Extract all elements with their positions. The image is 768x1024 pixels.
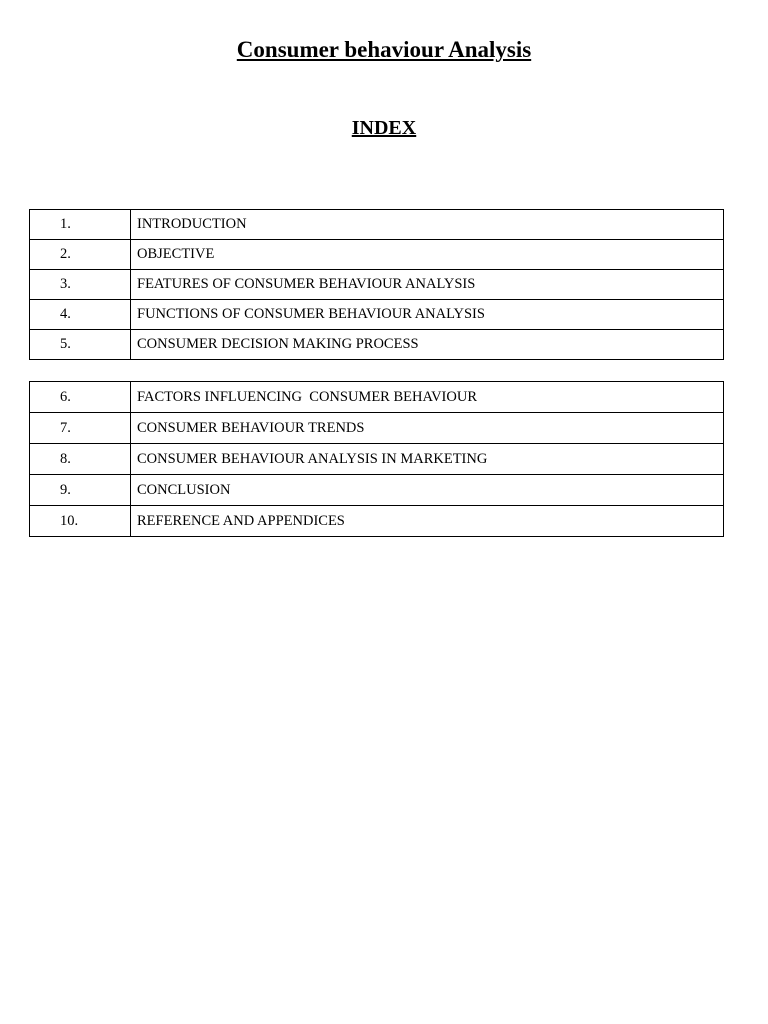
index-row-number: 8. [30,444,131,475]
index-row-number: 10. [30,506,131,537]
index-row [30,240,724,270]
index-row [30,382,724,413]
index-row-number: 5. [30,330,131,360]
index-table-2 [29,381,724,537]
index-row-title: CONCLUSION [131,475,724,506]
index-row [30,413,724,444]
index-row [30,300,724,330]
index-row-title: INTRODUCTION [131,210,724,240]
index-row [30,330,724,360]
index-row [30,270,724,300]
index-row-title: FACTORS INFLUENCING CONSUMER BEHAVIOUR [131,382,724,413]
index-row [30,444,724,475]
index-row-number: 2. [30,240,131,270]
index-row-title: REFERENCE AND APPENDICES [131,506,724,537]
index-row [30,210,724,240]
index-row [30,506,724,537]
index-row-number: 6. [30,382,131,413]
index-row-number: 7. [30,413,131,444]
index-row-title: CONSUMER BEHAVIOUR ANALYSIS IN MARKETING [131,444,724,475]
index-row-title: CONSUMER BEHAVIOUR TRENDS [131,413,724,444]
index-row [30,475,724,506]
index-row-title: FUNCTIONS OF CONSUMER BEHAVIOUR ANALYSIS [131,300,724,330]
index-row-title: FEATURES OF CONSUMER BEHAVIOUR ANALYSIS [131,270,724,300]
index-heading: INDEX [351,117,417,139]
index-table-1 [29,209,724,360]
index-row-number: 4. [30,300,131,330]
document-title: Consumer behaviour Analysis [236,37,532,62]
index-row-number: 3. [30,270,131,300]
index-row-title: OBJECTIVE [131,240,724,270]
index-row-number: 1. [30,210,131,240]
index-row-number: 9. [30,475,131,506]
index-row-title: CONSUMER DECISION MAKING PROCESS [131,330,724,360]
